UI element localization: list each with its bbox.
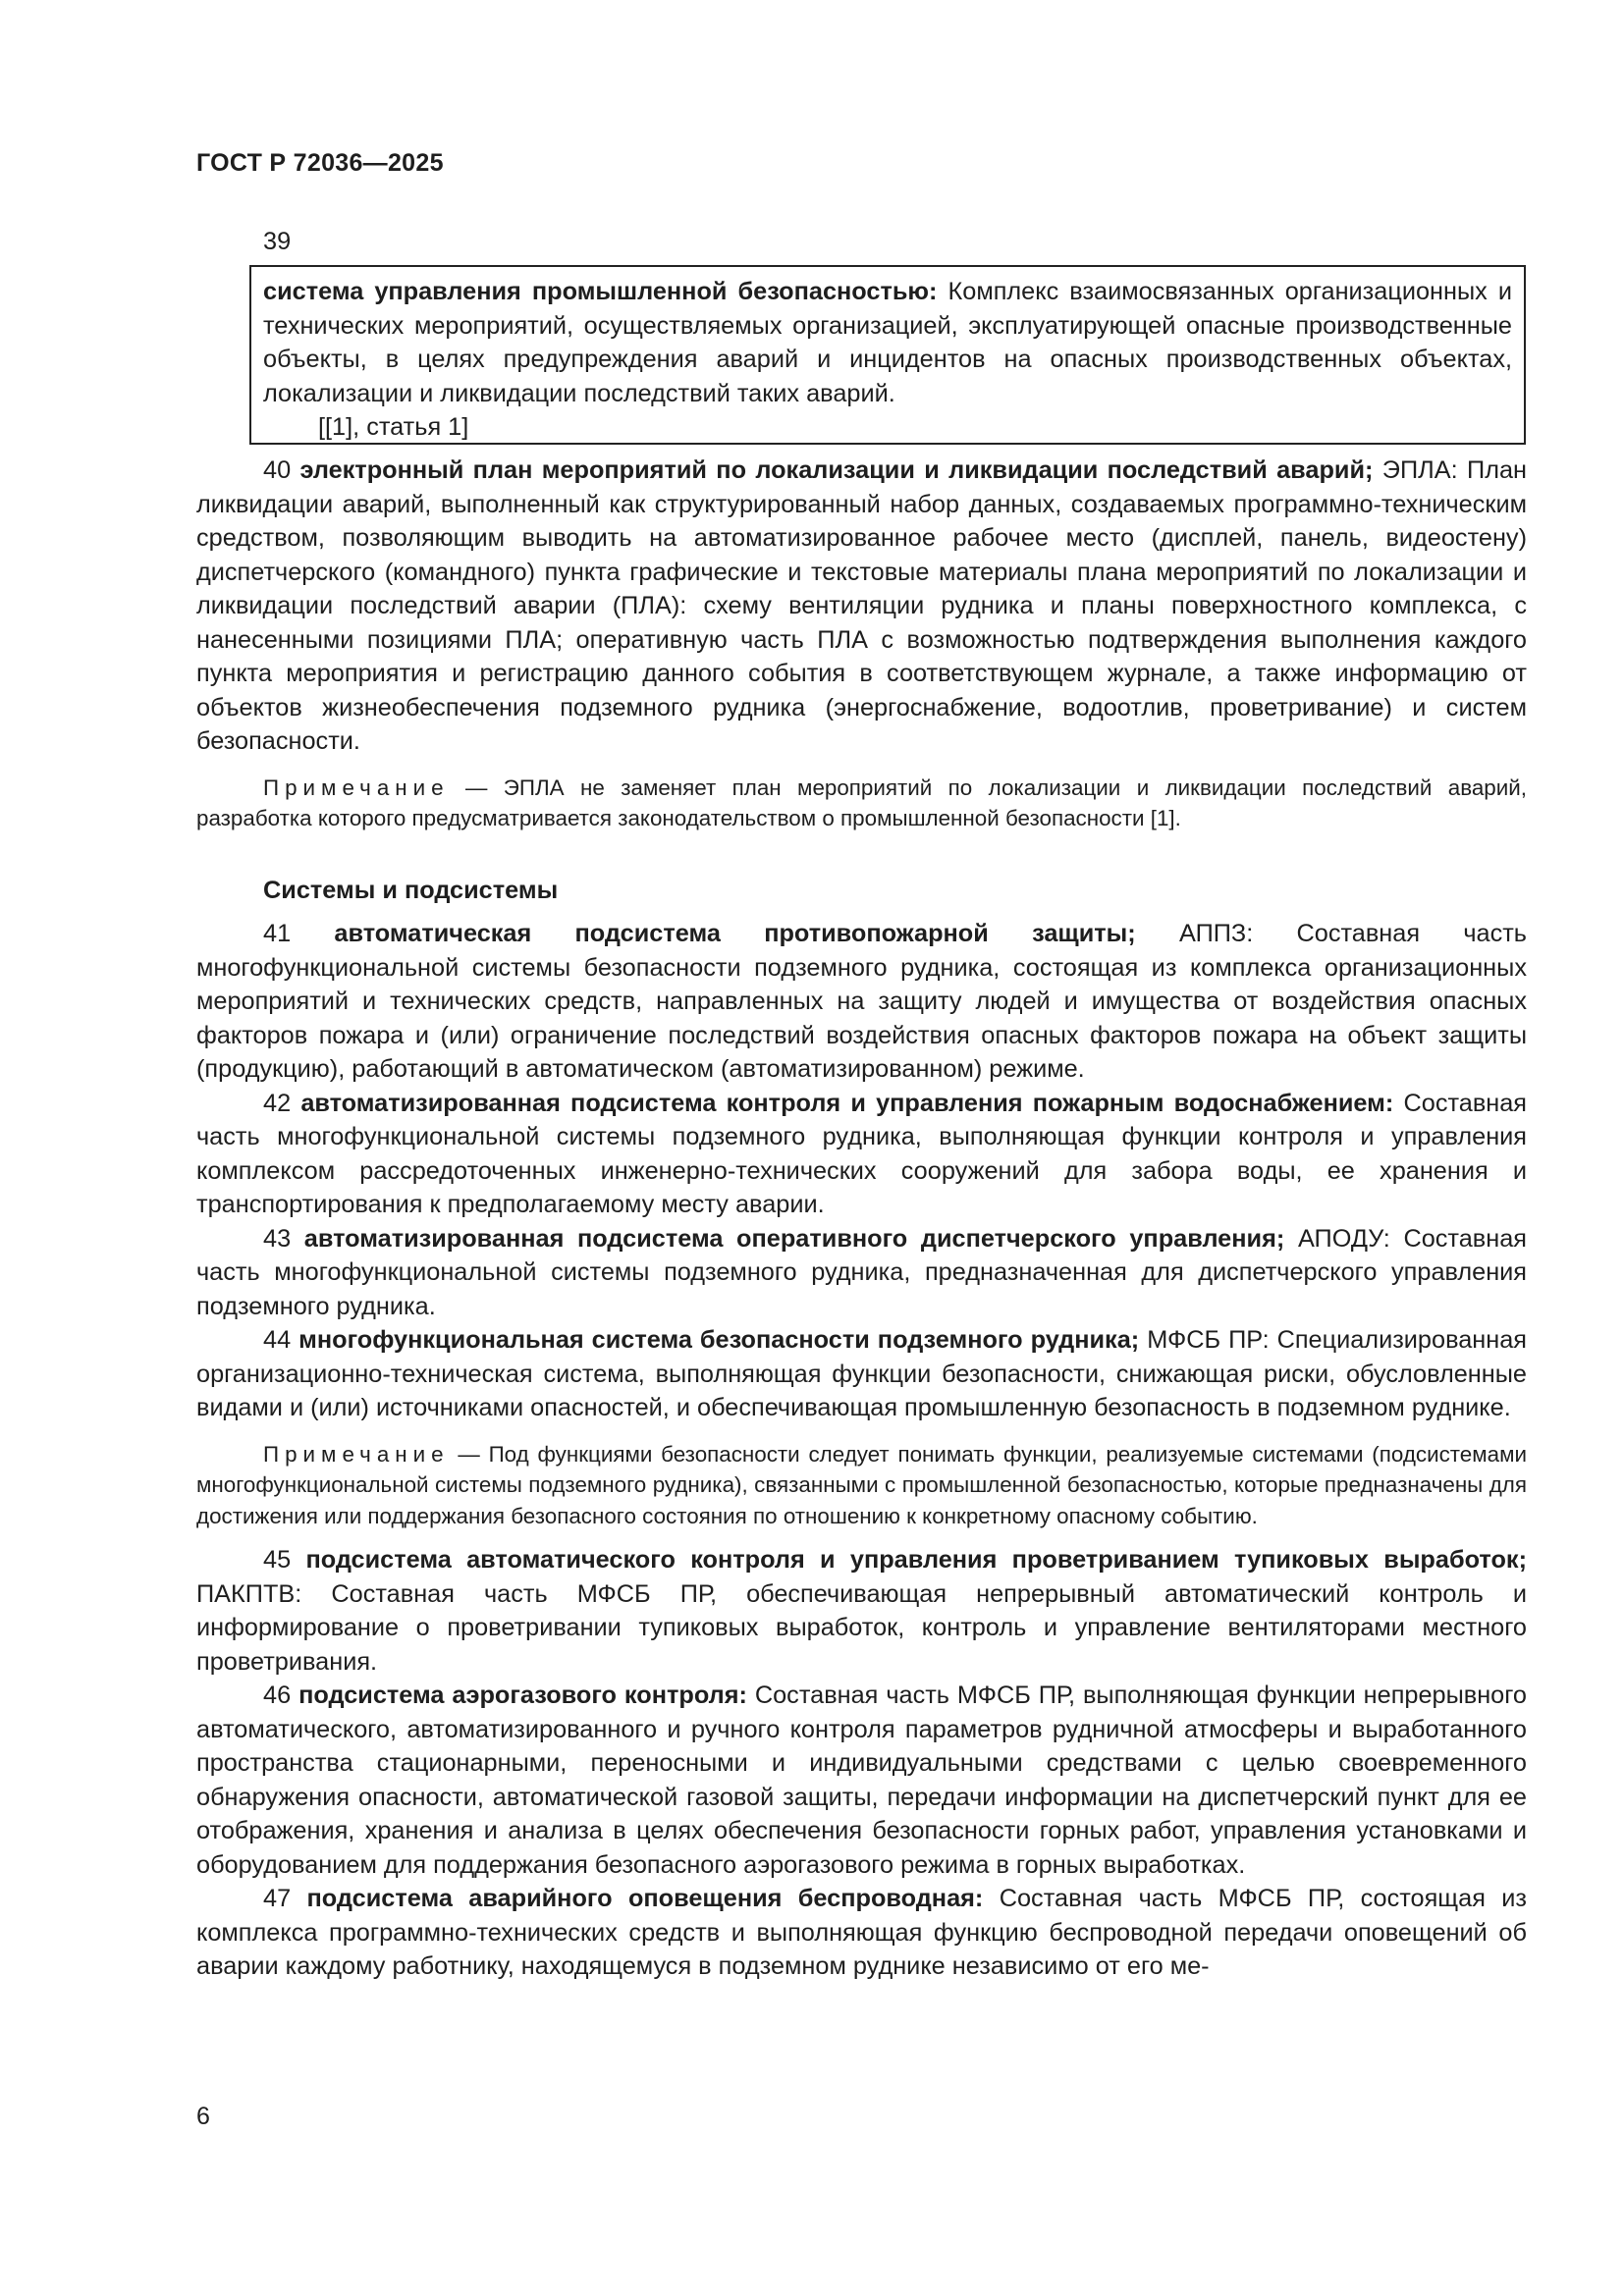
term-44-entry [196,1323,1527,1425]
note-label: Примечание [263,774,450,800]
term-39-number: 39 [263,228,292,255]
standard-designation: ГОСТ Р 72036—2025 [196,149,444,177]
term-46-number: 46 [263,1682,299,1709]
term-39-entry [263,275,1512,410]
term-47-definition: Составная часть МФСБ ПР, состоящая из комплекса программно-технических средств и выполняющая функцию беспроводной передачи оповещений об аварии каждому работнику, находящемуся в подземном руднике независимо от его ме- [196,1885,1527,1980]
term-40-title: электронный план мероприятий по локализации и ликвидации последствий аварий; [299,456,1374,484]
term-40-note [196,773,1527,834]
term-41-title: автоматическая подсистема противопожарной защиты; [334,920,1136,947]
term-45-entry [196,1543,1527,1679]
document-body [196,454,1527,1984]
term-41-entry [196,917,1527,1087]
term-45-title: подсистема автоматического контроля и управления проветриванием тупиковых выработок; [305,1546,1527,1574]
term-46-entry [196,1679,1527,1882]
term-47-number: 47 [263,1885,307,1912]
term-44-note [196,1439,1527,1532]
term-42-title: автоматизированная подсистема контроля и управления пожарным водоснабжением: [300,1089,1394,1117]
term-41-definition: АППЗ: Составная часть многофункциональной системы безопасности подземного рудника, состоящая из комплекса организационных мероприятий и технических средств, направленных на защиту людей и имущества от воздействия опасных факторов пожара и (или) ограничение последствий воздействия опасных факторов пожара на объект защиты (продукцию), работающий в автоматическом (автоматизированном) режиме. [196,920,1527,1083]
term-47-entry [196,1882,1527,1984]
term-39-reference: [[1], статья 1] [318,413,469,441]
term-45-number: 45 [263,1546,306,1574]
term-40-definition: ЭПЛА: План ликвидации аварий, выполненный как структурированный набор данных, создаваемых программно-техническим средством, позволяющим выводить на автоматизированное рабочее место (дисплей, панель, видеостену) диспетчерского (командного) пункта графические и текстовые материалы плана мероприятий по локализации и ликвидации последствий аварии (ПЛА): схему вентиляции рудника и планы поверхностного комплекса, с нанесенными позициями ПЛА; оперативную часть ПЛА с возможностью подтверждения выполнения каждого пункта мероприятия и регистрацию данного события в соответствующем журнале, а также информацию от объектов жизнеобеспечения подземного рудника (энергоснабжение, водоотлив, проветривание) и систем безопасности. [196,456,1528,755]
term-44-definition: МФСБ ПР: Специализированная организационно-техническая система, выполняющая функции безопасности, снижающая риски, обусловленные видами и (или) источниками опасностей, и обеспечивающая промышленную безопасность в подземном руднике. [196,1326,1527,1421]
term-46-definition: Составная часть МФСБ ПР, выполняющая функции непрерывного автоматического, автоматизированного и ручного контроля параметров рудничной атмосферы и выработанного пространства стационарными, переносными и индивидуальными средствами с целью своевременного обнаружения опасности, автоматической газовой защиты, передачи информации на диспетчерский пункт для ее отображения, хранения и анализа в целях обеспечения безопасности горных работ, управления установками и оборудованием для поддержания безопасного аэрогазового режима в горных выработках. [196,1682,1527,1879]
term-42-number: 42 [263,1089,301,1117]
quoted-definition-box [249,265,1526,445]
term-39-title: система управления промышленной безопасностью: [263,278,938,305]
term-46-title: подсистема аэрогазового контроля: [298,1682,747,1709]
term-43-definition: АПОДУ: Составная часть многофункциональной системы подземного рудника, предназначенная для диспетчерского управления подземного рудника. [196,1224,1527,1320]
note-text: — ЭПЛА не заменяет план мероприятий по локализации и ликвидации последствий аварий, разработка которого предусматривается законодательством о промышленной безопасности [1]. [196,774,1527,830]
note-label: Примечание [263,1441,450,1467]
term-42-definition: Составная часть многофункциональной системы подземного рудника, выполняющая функции контроля и управления комплексом рассредоточенных инженерно-технических сооружений для забора воды, ее хранения и транспортирования к предполагаемому месту аварии. [196,1089,1528,1218]
term-44-title: многофункциональная система безопасности подземного рудника; [298,1326,1140,1354]
term-43-entry [196,1222,1527,1324]
term-47-title: подсистема аварийного оповещения беспроводная: [306,1885,984,1912]
term-44-number: 44 [263,1326,299,1354]
section-title: Системы и подсистемы [263,876,559,904]
term-43-number: 43 [263,1224,304,1253]
term-41-number: 41 [263,920,335,947]
page-number: 6 [196,2103,210,2130]
term-40-entry [196,454,1527,759]
term-42-entry [196,1087,1527,1222]
note-text: — Под функциями безопасности следует понимать функции, реализуемые системами (подсистемами многофункциональной системы подземного рудника), связанными с промышленной безопасностью, которые предназначены для достижения или поддержания безопасного состояния по отношению к конкретному опасному событию. [196,1441,1527,1528]
term-43-title: автоматизированная подсистема оперативного диспетчерского управления; [303,1224,1285,1253]
term-39-definition: Комплекс взаимосвязанных организационных и технических мероприятий, осуществляемых организацией, эксплуатирующей опасные производственные объекты, в целях предупреждения аварий и инцидентов на опасных производственных объектах, локализации и ликвидации последствий таких аварий. [263,278,1512,407]
term-40-number: 40 [263,456,300,484]
term-45-definition: ПАКПТВ: Составная часть МФСБ ПР, обеспечивающая непрерывный автоматический контроль и информирование о проветривании тупиковых выработок, контроль и управление вентиляторами местного проветривания. [196,1579,1527,1676]
